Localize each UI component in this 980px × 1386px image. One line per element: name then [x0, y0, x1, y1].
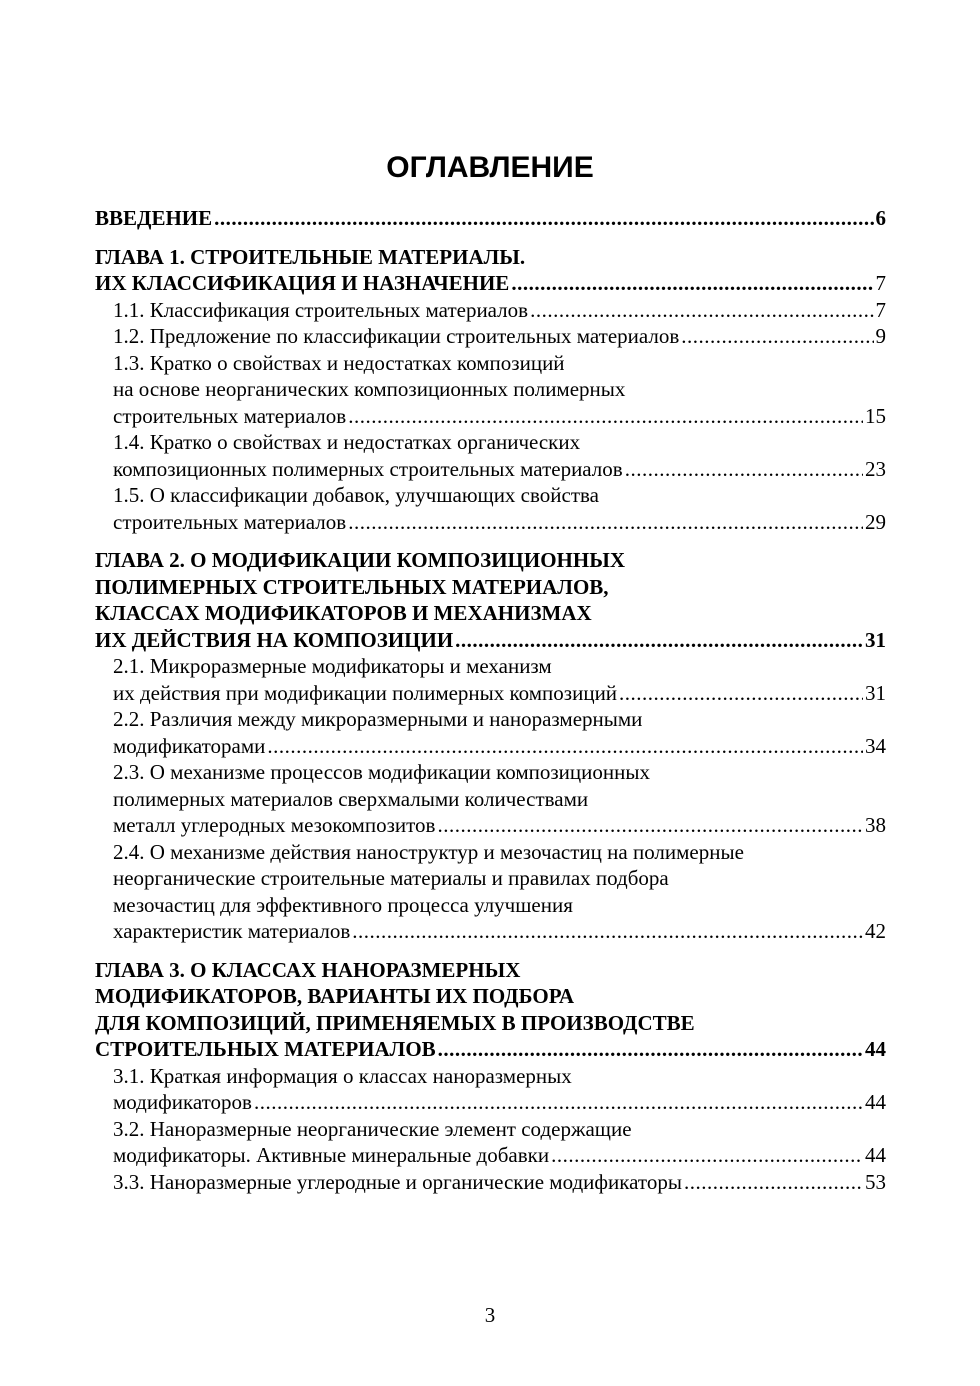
- toc-chapter: [95, 244, 886, 297]
- entry-line: полимерных материалов сверхмалыми количествами: [113, 786, 589, 811]
- dot-leader: [267, 733, 863, 760]
- entry-page: 44: [865, 1090, 886, 1114]
- entry-last-line: [95, 627, 886, 654]
- entry-last-line: [95, 205, 886, 232]
- entry-page: 23: [865, 456, 886, 481]
- dot-leader: [530, 297, 873, 324]
- entry-text: композиционных полимерных строительных материалов: [113, 456, 623, 481]
- entry-text: 3.3. Наноразмерные углеродные и органические модификаторы: [113, 1169, 682, 1194]
- entry-line: мезочастиц для эффективного процесса улучшения: [113, 892, 573, 917]
- toc-section: [95, 706, 886, 759]
- dot-leader: [437, 812, 863, 839]
- toc-section: [95, 1116, 886, 1169]
- entry-line: 2.2. Различия между микроразмерными и наноразмерными: [113, 707, 643, 731]
- entry-text: 1.1. Классификация строительных материалов: [113, 297, 529, 322]
- entry-page: 6: [875, 206, 886, 230]
- entry-text: модификаторы. Активные минеральные добавки: [113, 1143, 550, 1167]
- entry-line: 3.2. Наноразмерные неорганические элемент содержащие: [113, 1116, 632, 1141]
- entry-text: 1.2. Предложение по классификации строительных материалов: [113, 324, 680, 348]
- dot-leader: [438, 1036, 863, 1063]
- entry-line: КЛАССАХ МОДИФИКАТОРОВ И МЕХАНИЗМАХ: [95, 601, 592, 625]
- entry-line: 1.3. Кратко о свойствах и недостатках композиций: [113, 350, 565, 375]
- toc-section: [95, 759, 886, 839]
- dot-leader: [625, 456, 863, 483]
- entry-line: на основе неорганических композиционных полимерных: [113, 377, 626, 401]
- toc-chapter: [95, 547, 886, 653]
- entry-text: строительных материалов: [113, 403, 347, 428]
- entry-line: 2.1. Микроразмерные модификаторы и механизм: [113, 654, 552, 678]
- entry-page: 38: [865, 813, 886, 837]
- entry-page: 9: [875, 324, 886, 348]
- entry-last-line: [113, 456, 886, 483]
- entry-page: 44: [865, 1143, 886, 1167]
- entry-last-line: [113, 918, 886, 945]
- page-title: ОГЛАВЛЕНИЕ: [386, 151, 594, 184]
- entry-line: МОДИФИКАТОРОВ, ВАРИАНТЫ ИХ ПОДБОРА: [95, 984, 575, 1008]
- entry-line: 1.4. Кратко о свойствах и недостатках органических: [113, 430, 581, 454]
- toc-intro: [95, 205, 886, 232]
- dot-leader: [254, 1089, 863, 1116]
- entry-last-line: [113, 1169, 886, 1196]
- toc-section: [95, 653, 886, 706]
- entry-last-line: [113, 509, 886, 536]
- entry-last-line: [113, 733, 886, 760]
- entry-last-line: [113, 323, 886, 350]
- toc-section: [95, 323, 886, 350]
- entry-page: 53: [865, 1169, 886, 1194]
- entry-page: 44: [865, 1037, 886, 1061]
- entry-last-line: [113, 1142, 886, 1169]
- table-of-contents: [95, 205, 886, 1195]
- dot-leader: [348, 509, 863, 536]
- toc-section: [95, 1063, 886, 1116]
- entry-last-line: [113, 812, 886, 839]
- dot-leader: [214, 205, 873, 232]
- entry-text: характеристик материалов: [113, 919, 351, 943]
- toc-section: [95, 839, 886, 945]
- entry-text: ИХ ДЕЙСТВИЯ НА КОМПОЗИЦИИ: [95, 627, 454, 652]
- toc-section: [95, 350, 886, 430]
- entry-last-line: [113, 1089, 886, 1116]
- entry-page: 34: [865, 733, 886, 758]
- entry-text: модификаторов: [113, 1090, 252, 1114]
- page-number: 3: [484, 1303, 496, 1327]
- entry-line: ГЛАВА 3. О КЛАССАХ НАНОРАЗМЕРНЫХ: [95, 957, 521, 982]
- entry-line: ГЛАВА 1. СТРОИТЕЛЬНЫЕ МАТЕРИАЛЫ.: [95, 244, 526, 269]
- toc-section: [95, 482, 886, 535]
- entry-page: 29: [865, 509, 886, 534]
- entry-line: ГЛАВА 2. О МОДИФИКАЦИИ КОМПОЗИЦИОННЫХ: [95, 548, 626, 572]
- entry-last-line: [113, 680, 886, 707]
- dot-leader: [551, 1142, 863, 1169]
- entry-line: 2.3. О механизме процессов модификации композиционных: [113, 760, 650, 784]
- entry-text: металл углеродных мезокомпозитов: [113, 813, 436, 837]
- toc-chapter: [95, 957, 886, 1063]
- entry-text: ИХ КЛАССИФИКАЦИЯ И НАЗНАЧЕНИЕ: [95, 271, 510, 295]
- entry-last-line: [113, 403, 886, 430]
- entry-text: ВВЕДЕНИЕ: [95, 206, 213, 230]
- entry-line: неорганические строительные материалы и правилах подбора: [113, 866, 669, 890]
- entry-page: 42: [865, 919, 886, 943]
- entry-line: 1.5. О классификации добавок, улучшающих свойства: [113, 483, 599, 507]
- dot-leader: [511, 270, 873, 297]
- entry-last-line: [95, 270, 886, 297]
- entry-last-line: [95, 1036, 886, 1063]
- entry-page: 7: [875, 297, 886, 322]
- dot-leader: [455, 627, 863, 654]
- entry-page: 31: [865, 680, 886, 705]
- toc-section: [95, 297, 886, 324]
- toc-section: [95, 1169, 886, 1196]
- entry-line: 3.1. Краткая информация о классах наноразмерных: [113, 1063, 572, 1088]
- entry-page: 31: [865, 627, 886, 652]
- entry-line: ДЛЯ КОМПОЗИЦИЙ, ПРИМЕНЯЕМЫХ В ПРОИЗВОДСТВЕ: [95, 1010, 695, 1035]
- entry-last-line: [113, 297, 886, 324]
- entry-page: 15: [865, 403, 886, 428]
- dot-leader: [348, 403, 863, 430]
- entry-text: модификаторами: [113, 733, 266, 758]
- dot-leader: [684, 1169, 863, 1196]
- entry-line: ПОЛИМЕРНЫХ СТРОИТЕЛЬНЫХ МАТЕРИАЛОВ,: [95, 574, 609, 599]
- toc-section: [95, 429, 886, 482]
- entry-text: строительных материалов: [113, 509, 347, 534]
- entry-line: 2.4. О механизме действия наноструктур и мезочастиц на полимерные: [113, 839, 744, 864]
- dot-leader: [352, 918, 863, 945]
- dot-leader: [681, 323, 873, 350]
- entry-page: 7: [875, 271, 886, 295]
- dot-leader: [619, 680, 863, 707]
- entry-text: СТРОИТЕЛЬНЫХ МАТЕРИАЛОВ: [95, 1037, 436, 1061]
- entry-text: их действия при модификации полимерных композиций: [113, 680, 618, 705]
